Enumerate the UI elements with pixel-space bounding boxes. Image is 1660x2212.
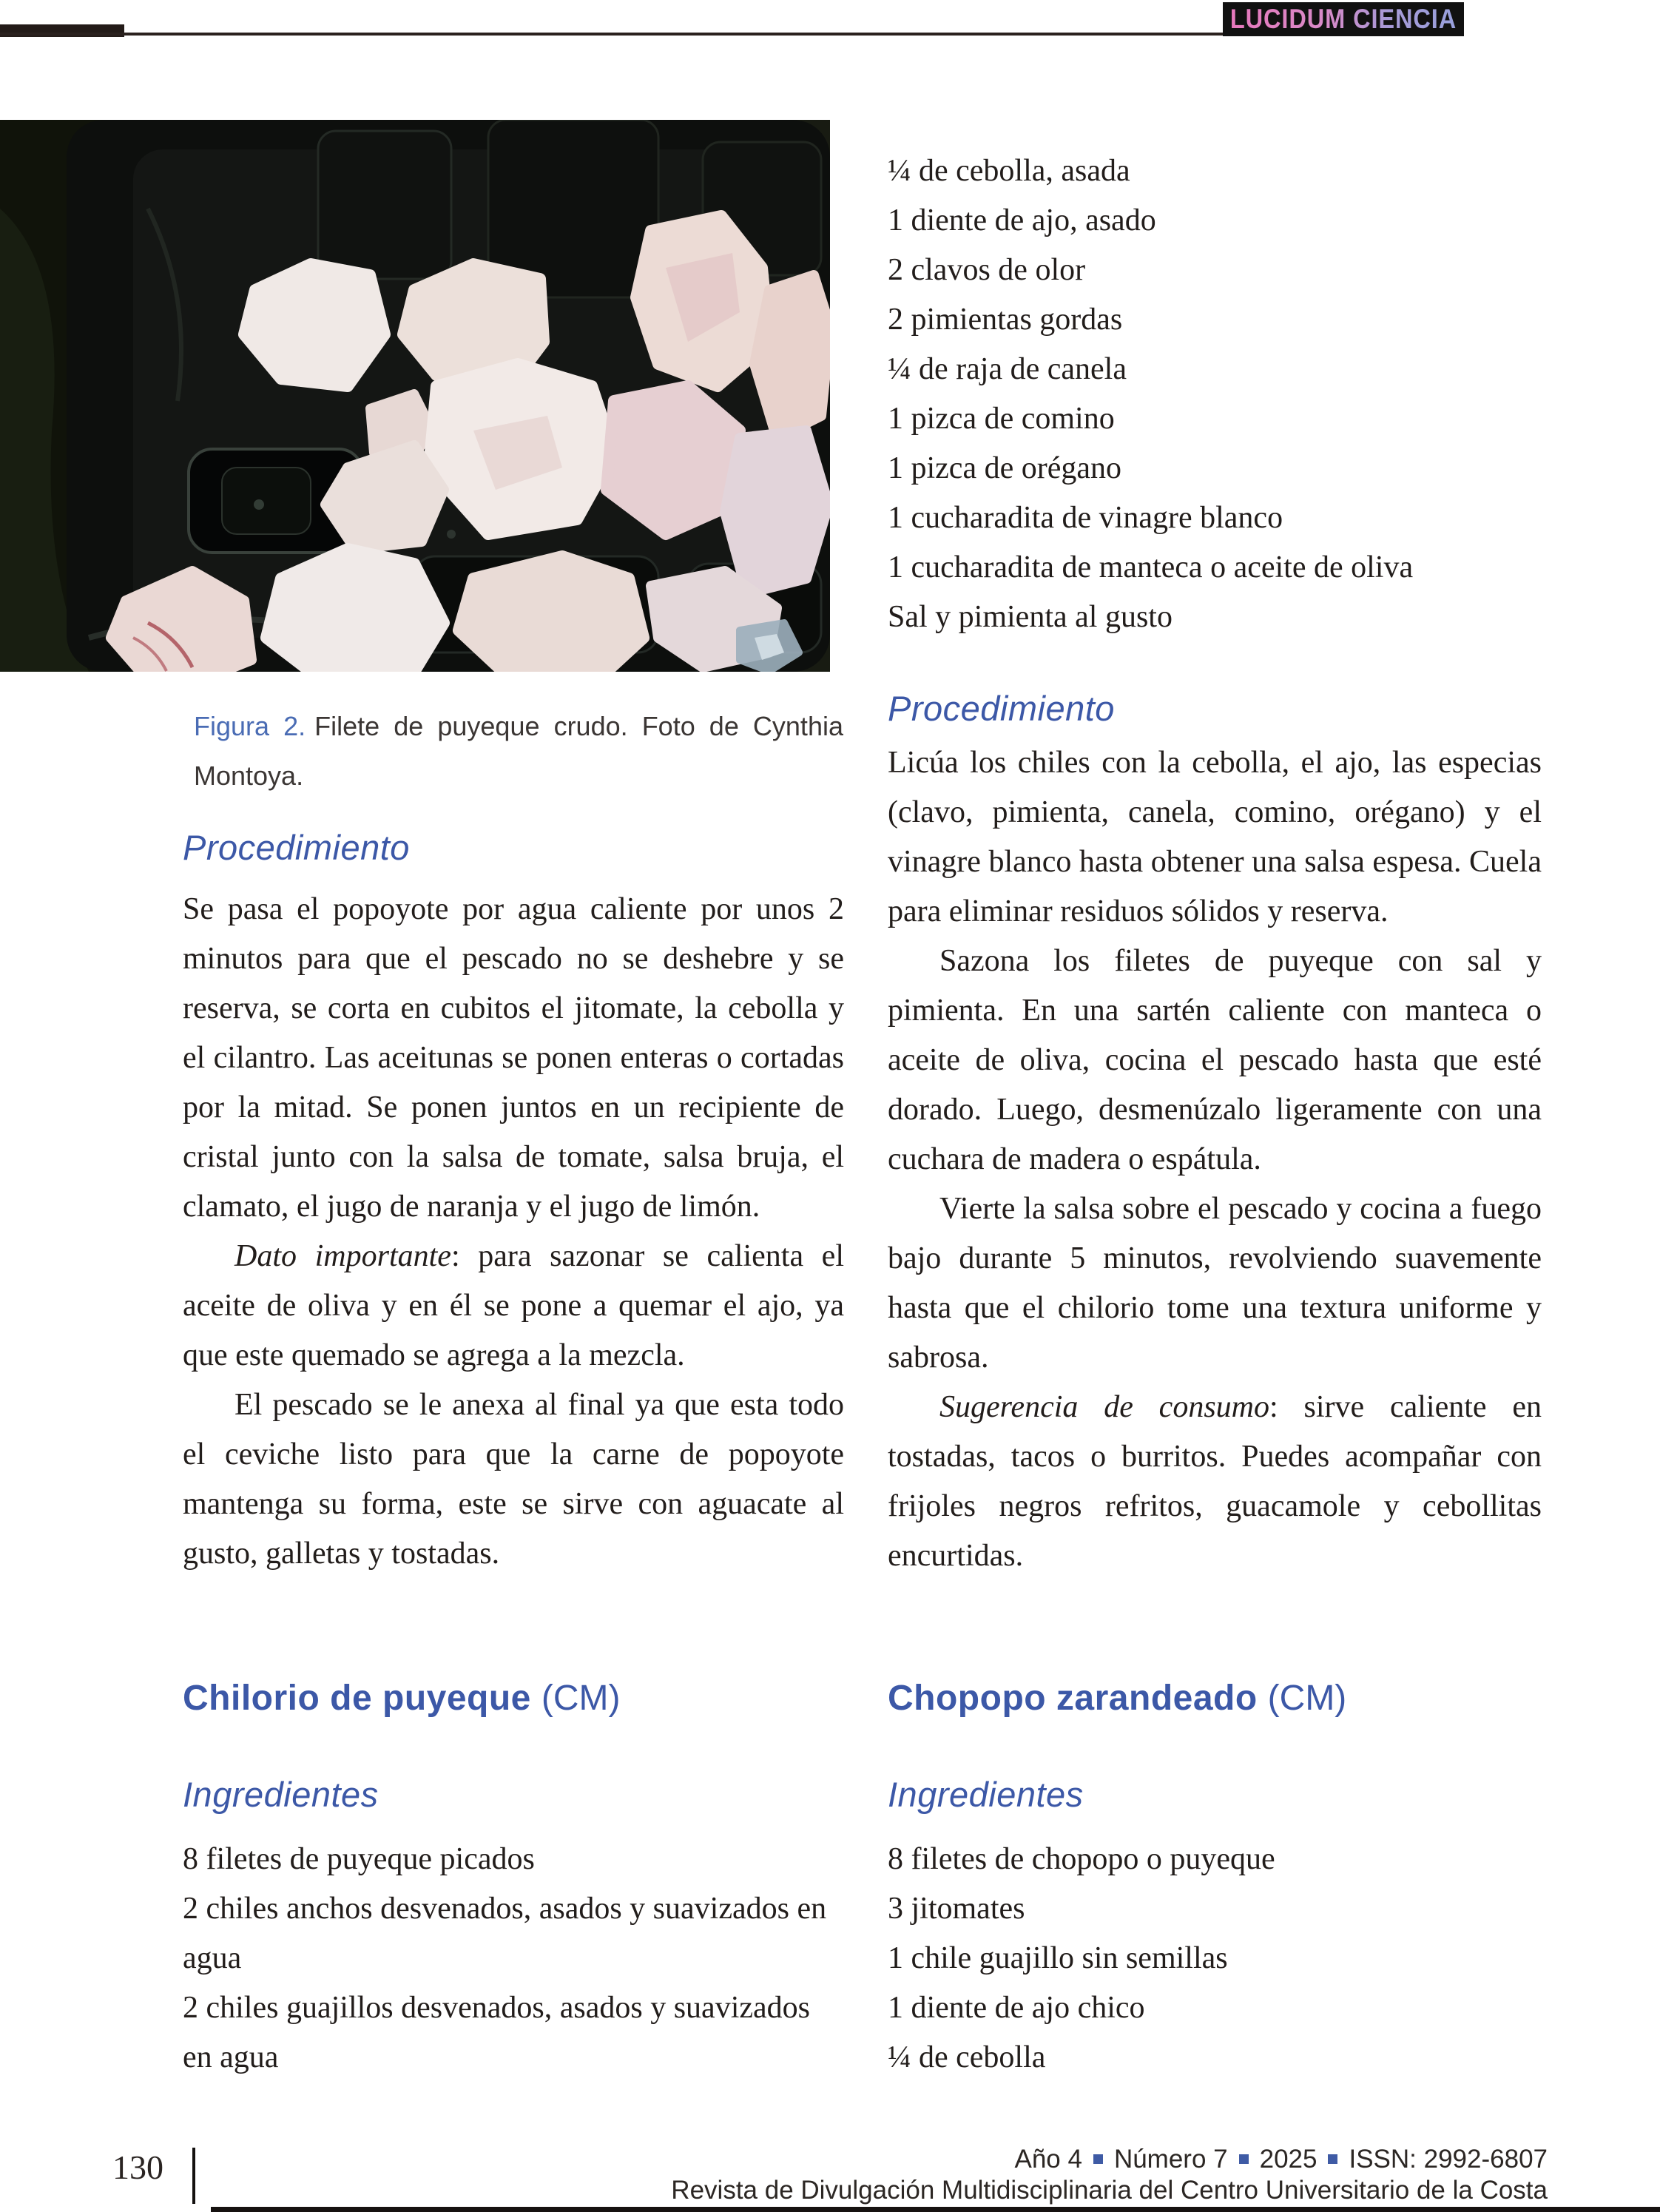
ingredient-item: 1 cucharadita de manteca o aceite de oliva: [888, 550, 1414, 584]
top-rule: [0, 33, 1228, 36]
ingredient-item: 2 clavos de olor: [888, 253, 1086, 287]
paragraph-text: El pescado se le anexa al final ya que esta todo el ceviche listo para que la carne de popoyote mantenga su forma, este se sirve con aguacate al gusto, galletas y tostadas.: [183, 1388, 844, 1571]
figure-label: Figura 2.: [194, 711, 306, 741]
paragraph-text: : para sazonar se calienta el aceite de oliva y en él se pone a quemar el ajo, ya que este quemado se agrega a la mezcla.: [183, 1239, 844, 1372]
ingredient-item: ¼ de cebolla: [888, 2040, 1046, 2074]
paragraph: [888, 937, 1542, 1184]
figure-caption-text: Filete de puyeque crudo. Foto de Cynthia Montoya.: [194, 711, 843, 791]
paragraph-lead: Dato importante: [235, 1239, 451, 1273]
figure-photo: [0, 120, 830, 672]
paragraph-text: Se pasa el popoyote por agua caliente por unos 2 minutos para que el pescado no se deshebre y se reserva, se corta en cubitos el jitomate, la cebolla y el cilantro. Las aceitunas se ponen enteras o cortadas por la mitad. Se ponen juntos en un recipiente de cristal junto con la salsa de tomate, salsa bruja, el clamato, el jugo de naranja y el jugo de limón.: [183, 892, 844, 1224]
ingredient-item: 1 cucharadita de vinagre blanco: [888, 501, 1283, 535]
ingredient-item: ¼ de raja de canela: [888, 352, 1127, 386]
ingredient-item: 1 pizca de orégano: [888, 451, 1122, 485]
paragraph: [183, 1380, 844, 1579]
ingredient-item: ¼ de cebolla, asada: [888, 154, 1130, 188]
brand-banner: [1223, 2, 1464, 36]
left-ingredients-list: [183, 1835, 844, 2083]
paragraph: [183, 1232, 844, 1380]
ingredient-item: Sal y pimienta al gusto: [888, 600, 1173, 634]
footer-issn: ISSN: 2992-6807: [1349, 2145, 1548, 2174]
right-procedimiento-heading: Procedimiento: [888, 689, 1115, 728]
left-body-text: [183, 885, 844, 1579]
ingredient-item: 1 chile guajillo sin semillas: [888, 1941, 1228, 1975]
footer-number: Número 7: [1113, 2145, 1228, 2174]
paragraph: [183, 885, 844, 1232]
ingredient-item: 1 diente de ajo, asado: [888, 203, 1156, 237]
footer-issue-line: [671, 2144, 1548, 2175]
ingredient-item: 1 pizca de comino: [888, 402, 1115, 436]
right-ingredients-top-list: [888, 146, 1542, 642]
right-body-text: [888, 738, 1542, 1581]
footer: [671, 2144, 1548, 2206]
page-number: 130: [112, 2148, 163, 2186]
left-procedimiento-heading: Procedimiento: [183, 828, 410, 867]
paragraph-text: Vierte la salsa sobre el pescado y cocina a fuego bajo durante 5 minutos, revolviendo suavemente hasta que el chilorio tome una textura uniforme y sabrosa.: [888, 1192, 1542, 1375]
footer-journal-name: Revista de Divulgación Multidisciplinaria del Centro Universitario de la Costa: [671, 2176, 1548, 2205]
ingredient-item: 8 filetes de chopopo o puyeque: [888, 1842, 1275, 1876]
figure-photo-image: [0, 120, 830, 672]
paragraph-text: Licúa los chiles con la cebolla, el ajo, las especias (clavo, pimienta, canela, comino, orégano) y el vinagre blanco hasta obtener una salsa espesa. Cuela para eliminar residuos sólidos y reserva.: [888, 746, 1542, 928]
recipe-suffix: (CM): [1267, 1679, 1347, 1718]
footer-year: Año 4: [1014, 2145, 1082, 2174]
right-recipe-heading: [888, 1678, 1346, 1719]
separator-square: [1239, 2154, 1249, 2164]
recipe-suffix: (CM): [541, 1679, 621, 1718]
paragraph: [888, 1184, 1542, 1383]
ingredient-item: 2 chiles guajillos desvenados, asados y suavizados en agua: [183, 1991, 810, 2074]
bottom-rule: [211, 2207, 1660, 2212]
ingredient-item: 8 filetes de puyeque picados: [183, 1842, 535, 1876]
paragraph: [888, 1383, 1542, 1581]
paragraph-text: Sazona los filetes de puyeque con sal y pimienta. En una sartén caliente con manteca o aceite de oliva, cocina el pescado hasta que esté dorado. Luego, desmenúzalo ligeramente con una cuchara de madera o espátula.: [888, 944, 1542, 1176]
left-ingredientes-heading: Ingredientes: [183, 1775, 379, 1814]
page-number-divider: [192, 2148, 195, 2204]
recipe-title: Chilorio de puyeque: [183, 1679, 531, 1718]
separator-square: [1093, 2154, 1103, 2164]
paragraph: [888, 738, 1542, 937]
ingredient-item: 2 chiles anchos desvenados, asados y suavizados en agua: [183, 1892, 827, 1975]
separator-square: [1328, 2154, 1337, 2164]
right-ingredients-list: [888, 1835, 1542, 2083]
paragraph-text: : sirve caliente en tostadas, tacos o burritos. Puedes acompañar con frijoles negros refritos, guacamole y cebollitas encurtidas.: [888, 1390, 1542, 1573]
footer-edition-year: 2025: [1259, 2145, 1317, 2174]
ingredient-item: 3 jitomates: [888, 1892, 1025, 1926]
brand-title: LUCIDUM CIENCIA: [1229, 4, 1457, 34]
ingredient-item: 2 pimientas gordas: [888, 303, 1123, 337]
figure-caption: [194, 701, 843, 800]
right-ingredientes-heading: Ingredientes: [888, 1775, 1084, 1814]
recipe-title: Chopopo zarandeado: [888, 1679, 1258, 1718]
ingredient-item: 1 diente de ajo chico: [888, 1991, 1145, 2025]
paragraph-lead: Sugerencia de consumo: [939, 1390, 1269, 1424]
left-recipe-heading: [183, 1678, 621, 1719]
